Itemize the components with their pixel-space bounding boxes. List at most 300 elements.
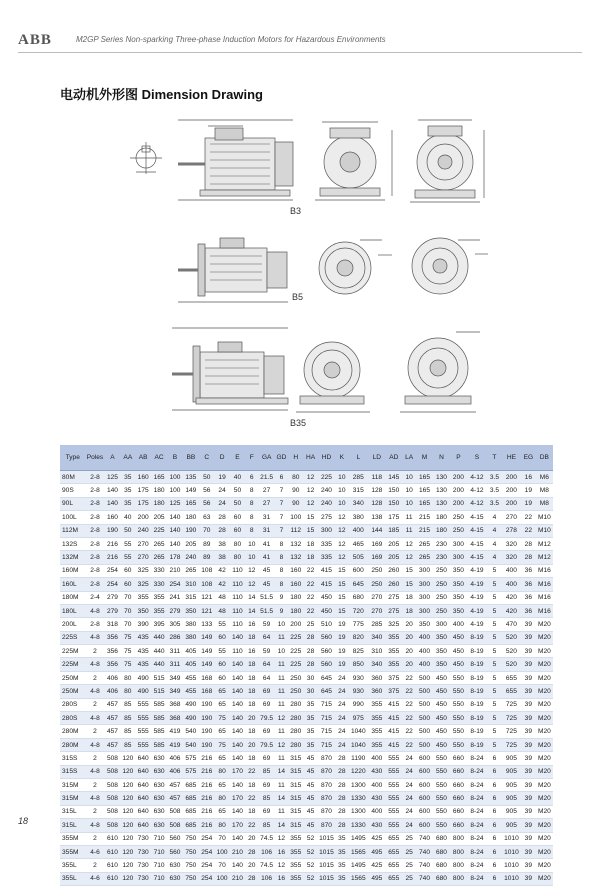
table-cell: 710	[151, 872, 167, 885]
table-cell: 8-19	[467, 712, 487, 725]
column-header: K	[335, 445, 348, 471]
table-cell: 8-19	[467, 698, 487, 711]
table-cell: 250	[288, 671, 304, 684]
table-cell: 215	[416, 511, 433, 524]
table-cell: 18	[402, 604, 416, 617]
table-cell: 216	[105, 537, 121, 550]
table-cell: M20	[536, 819, 553, 832]
table-cell: 4-19	[467, 604, 487, 617]
table-cell: 8-19	[467, 658, 487, 671]
table-cell: 12	[335, 524, 348, 537]
table-cell: 75	[120, 645, 135, 658]
table-cell: 435	[135, 645, 151, 658]
table-cell: M20	[536, 765, 553, 778]
table-cell: 205	[385, 537, 402, 550]
table-cell: 200	[502, 471, 521, 484]
table-cell: 24	[335, 698, 348, 711]
table-cell: 655	[502, 671, 521, 684]
table-cell: 28	[304, 631, 318, 644]
table-cell: 24	[335, 712, 348, 725]
table-row	[60, 564, 553, 577]
table-cell: 270	[368, 604, 385, 617]
table-cell: 320	[502, 537, 521, 550]
table-cell: 500	[416, 712, 433, 725]
table-cell: 180	[183, 511, 199, 524]
table-cell: 1040	[348, 738, 368, 751]
table-cell: 132M	[60, 551, 85, 564]
table-cell: M16	[536, 564, 553, 577]
table-cell: 28	[304, 645, 318, 658]
table-cell: 9	[275, 591, 288, 604]
table-cell: 555	[385, 778, 402, 791]
table-cell: 5	[487, 738, 502, 751]
table-cell: 270	[368, 591, 385, 604]
table-cell: 5	[487, 671, 502, 684]
table-cell: 315	[288, 778, 304, 791]
table-cell: 6	[487, 832, 502, 845]
table-cell: 70	[120, 618, 135, 631]
table-cell: 9	[275, 604, 288, 617]
table-cell: 56	[199, 497, 215, 510]
table-cell: 254	[105, 564, 121, 577]
table-cell: 750	[183, 859, 199, 872]
table-cell: 55	[215, 645, 230, 658]
table-cell: 508	[105, 765, 121, 778]
table-cell: 20	[245, 738, 258, 751]
table-body	[60, 471, 553, 886]
table-cell: 10	[245, 551, 258, 564]
table-cell: 106	[258, 845, 275, 858]
table-cell: 310	[368, 645, 385, 658]
table-row	[60, 778, 553, 791]
table-row	[60, 698, 553, 711]
table-cell: 75	[215, 712, 230, 725]
table-cell: 380	[348, 511, 368, 524]
table-cell: 640	[135, 752, 151, 765]
table-cell: 720	[348, 604, 368, 617]
table-cell: 18	[402, 591, 416, 604]
table-cell: 340	[368, 658, 385, 671]
table-cell: 75	[120, 631, 135, 644]
table-cell: 355	[368, 712, 385, 725]
column-header: Type	[60, 445, 85, 471]
table-cell: 600	[348, 564, 368, 577]
table-cell: 35	[304, 698, 318, 711]
table-cell: 39	[521, 819, 536, 832]
table-cell: 4-12	[467, 471, 487, 484]
table-cell: 21.5	[258, 471, 275, 484]
table-cell: 160	[135, 471, 151, 484]
table-cell: 108	[199, 564, 215, 577]
table-cell: 250	[433, 578, 450, 591]
table-cell: 65	[215, 778, 230, 791]
table-cell: 550	[433, 765, 450, 778]
table-cell: 905	[502, 805, 521, 818]
table-row	[60, 738, 553, 751]
table-cell: 1495	[348, 832, 368, 845]
b3-side-view	[178, 120, 293, 200]
table-cell: 28	[335, 792, 348, 805]
table-cell: 406	[105, 685, 121, 698]
table-cell: 315M	[60, 792, 85, 805]
table-cell: 7	[275, 524, 288, 537]
table-cell: 2	[85, 778, 104, 791]
table-cell: 8-19	[467, 671, 487, 684]
table-cell: 39	[521, 832, 536, 845]
table-cell: 2-8	[85, 537, 104, 550]
table-cell: 11	[275, 752, 288, 765]
table-cell: 250M	[60, 671, 85, 684]
table-cell: 230	[433, 551, 450, 564]
table-cell: 8	[245, 484, 258, 497]
table-cell: 15	[402, 564, 416, 577]
table-cell: 138	[368, 511, 385, 524]
table-cell: 190	[183, 524, 199, 537]
table-row	[60, 658, 553, 671]
table-cell: 24	[402, 819, 416, 832]
table-cell: 15	[335, 591, 348, 604]
table-row	[60, 524, 553, 537]
table-cell: 2	[85, 752, 104, 765]
table-cell: 16	[521, 471, 536, 484]
table-row	[60, 712, 553, 725]
table-cell: 419	[167, 738, 183, 751]
table-cell: 18	[245, 658, 258, 671]
table-cell: 1010	[502, 832, 521, 845]
table-cell: 45	[258, 578, 275, 591]
table-cell: 415	[385, 698, 402, 711]
table-cell: 80	[230, 551, 246, 564]
table-cell: 14	[275, 765, 288, 778]
table-cell: 440	[151, 631, 167, 644]
table-cell: 725	[502, 712, 521, 725]
table-cell: M12	[536, 551, 553, 564]
table-cell: 12	[275, 832, 288, 845]
table-cell: 508	[105, 792, 121, 805]
table-cell: 31	[258, 511, 275, 524]
table-cell: 419	[167, 725, 183, 738]
table-cell: 457	[105, 698, 121, 711]
table-cell: 415	[317, 564, 335, 577]
table-cell: 550	[433, 819, 450, 832]
table-cell: 19	[521, 484, 536, 497]
table-cell: 5	[487, 685, 502, 698]
table-cell: 280S	[60, 698, 85, 711]
table-cell: M20	[536, 712, 553, 725]
table-cell: 630	[151, 792, 167, 805]
table-cell: 39	[521, 778, 536, 791]
table-cell: 120	[120, 832, 135, 845]
table-cell: 730	[135, 845, 151, 858]
table-cell: 555	[135, 738, 151, 751]
table-cell: 190	[199, 698, 215, 711]
table-cell: 730	[135, 872, 151, 885]
table-cell: 24	[335, 738, 348, 751]
table-cell: 550	[433, 778, 450, 791]
table-cell: 260	[385, 578, 402, 591]
table-cell: 110	[230, 591, 246, 604]
column-header: C	[199, 445, 215, 471]
table-cell: 55	[120, 537, 135, 550]
table-cell: 930	[348, 671, 368, 684]
table-cell: 19	[335, 645, 348, 658]
table-cell: 180L	[60, 604, 85, 617]
table-cell: 560	[317, 645, 335, 658]
table-cell: 50	[199, 471, 215, 484]
table-cell: 355	[385, 645, 402, 658]
column-header: HE	[502, 445, 521, 471]
b3-right-view	[410, 120, 484, 202]
table-cell: 41	[258, 537, 275, 550]
table-cell: 280	[288, 712, 304, 725]
table-cell: 140	[230, 712, 246, 725]
table-cell: 24	[402, 792, 416, 805]
table-cell: 215	[416, 524, 433, 537]
table-cell: 8	[275, 564, 288, 577]
table-cell: 1300	[348, 778, 368, 791]
table-cell: 330	[151, 578, 167, 591]
table-cell: 250	[433, 604, 450, 617]
table-cell: 170	[230, 792, 246, 805]
table-cell: 210	[230, 845, 246, 858]
table-cell: 311	[167, 658, 183, 671]
table-cell: 610	[105, 872, 121, 885]
table-row	[60, 631, 553, 644]
column-header: AD	[385, 445, 402, 471]
table-cell: 132	[288, 537, 304, 550]
table-cell: 42	[215, 578, 230, 591]
table-cell: M8	[536, 497, 553, 510]
table-cell: 185	[385, 524, 402, 537]
table-cell: 585	[151, 738, 167, 751]
table-cell: M20	[536, 792, 553, 805]
table-cell: 128	[368, 484, 385, 497]
table-cell: 140	[230, 738, 246, 751]
table-row	[60, 725, 553, 738]
table-cell: 265	[151, 551, 167, 564]
table-cell: 12	[335, 537, 348, 550]
table-cell: 125	[167, 497, 183, 510]
table-cell: 45	[304, 778, 318, 791]
table-cell: 22	[402, 685, 416, 698]
table-cell: 600	[416, 765, 433, 778]
table-cell: 2-8	[85, 511, 104, 524]
table-cell: 79.5	[258, 712, 275, 725]
table-cell: 160M	[60, 564, 85, 577]
table-cell: 315	[288, 805, 304, 818]
column-header: L	[348, 445, 368, 471]
table-cell: 19	[335, 658, 348, 671]
table-cell: 60	[215, 658, 230, 671]
table-cell: M20	[536, 872, 553, 885]
table-cell: 25	[402, 859, 416, 872]
table-cell: 415	[317, 578, 335, 591]
table-cell: 450	[433, 685, 450, 698]
table-cell: 515	[151, 685, 167, 698]
column-header: M	[416, 445, 433, 471]
table-cell: 200	[450, 484, 467, 497]
table-cell: 490	[183, 698, 199, 711]
table-cell: 200	[450, 497, 467, 510]
table-cell: 8-19	[467, 685, 487, 698]
table-cell: 505	[348, 551, 368, 564]
table-cell: 70	[120, 604, 135, 617]
table-cell: 19	[335, 618, 348, 631]
table-cell: 10	[402, 484, 416, 497]
table-cell: 375	[385, 671, 402, 684]
table-cell: 455	[183, 685, 199, 698]
table-cell: 140	[230, 805, 246, 818]
table-cell: M16	[536, 578, 553, 591]
table-cell: 10	[335, 471, 348, 484]
table-cell: 106	[258, 872, 275, 885]
table-cell: 600	[416, 778, 433, 791]
table-row	[60, 511, 553, 524]
table-cell: 550	[450, 725, 467, 738]
table-cell: 180	[433, 511, 450, 524]
table-cell: 710	[151, 832, 167, 845]
table-cell: 59	[258, 618, 275, 631]
table-cell: 205	[151, 511, 167, 524]
table-cell: 130	[433, 484, 450, 497]
table-cell: 22	[245, 765, 258, 778]
table-cell: 39	[521, 712, 536, 725]
table-cell: M20	[536, 658, 553, 671]
table-cell: 660	[450, 778, 467, 791]
table-cell: 495	[368, 872, 385, 885]
table-cell: 320	[502, 551, 521, 564]
table-cell: 645	[317, 685, 335, 698]
table-cell: 118	[368, 471, 385, 484]
table-cell: 2-8	[85, 524, 104, 537]
table-cell: 415	[385, 738, 402, 751]
table-cell: 315S	[60, 765, 85, 778]
table-cell: 39	[521, 698, 536, 711]
table-cell: 630	[151, 752, 167, 765]
table-cell: 2	[85, 832, 104, 845]
drawings-svg	[60, 100, 550, 430]
table-cell: 265	[416, 537, 433, 550]
table-cell: 140	[167, 524, 183, 537]
column-header: S	[467, 445, 487, 471]
table-cell: 100	[288, 511, 304, 524]
table-cell: 112M	[60, 524, 85, 537]
table-cell: 390	[135, 618, 151, 631]
table-cell: 65	[215, 752, 230, 765]
table-cell: 24	[402, 765, 416, 778]
table-cell: 660	[450, 765, 467, 778]
table-cell: 39	[521, 792, 536, 805]
table-cell: 660	[450, 792, 467, 805]
table-row	[60, 591, 553, 604]
table-cell: 550	[433, 792, 450, 805]
table-cell: 140	[230, 725, 246, 738]
table-cell: 325	[135, 564, 151, 577]
table-cell: 8-19	[467, 645, 487, 658]
table-cell: 39	[521, 725, 536, 738]
table-cell: 35	[304, 725, 318, 738]
table-cell: 16	[245, 645, 258, 658]
table-cell: 60	[230, 524, 246, 537]
table-cell: 457	[167, 778, 183, 791]
table-cell: 8-24	[467, 792, 487, 805]
column-header: D	[215, 445, 230, 471]
table-cell: 216	[105, 551, 121, 564]
header-text: M2GP Series Non-sparking Three-phase Induction Motors for Hazardous Environments	[76, 35, 386, 44]
table-cell: 280S	[60, 712, 85, 725]
table-row	[60, 537, 553, 550]
table-cell: 144	[368, 524, 385, 537]
table-cell: 355	[385, 658, 402, 671]
table-cell: 12	[304, 497, 318, 510]
table-cell: 28	[335, 752, 348, 765]
table-cell: 278	[502, 524, 521, 537]
table-cell: 140	[230, 658, 246, 671]
table-cell: 2	[85, 725, 104, 738]
table-cell: 8-24	[467, 752, 487, 765]
table-cell: 250	[368, 564, 385, 577]
table-cell: 490	[183, 712, 199, 725]
table-cell: 685	[183, 805, 199, 818]
table-cell: 22	[521, 524, 536, 537]
table-cell: 18	[245, 698, 258, 711]
table-cell: 254	[105, 578, 121, 591]
table-cell: 120	[120, 792, 135, 805]
table-cell: 870	[317, 792, 335, 805]
table-cell: 14	[245, 591, 258, 604]
table-cell: 225	[317, 471, 335, 484]
table-cell: 11	[275, 685, 288, 698]
table-cell: 39	[521, 671, 536, 684]
table-cell: 490	[135, 685, 151, 698]
table-cell: 870	[317, 752, 335, 765]
table-cell: 315	[348, 484, 368, 497]
table-cell: 11	[402, 511, 416, 524]
table-cell: 300	[450, 537, 467, 550]
table-cell: 440	[151, 645, 167, 658]
table-cell: 350	[183, 604, 199, 617]
table-cell: 655	[385, 872, 402, 885]
table-cell: 22	[245, 792, 258, 805]
table-cell: 585	[151, 712, 167, 725]
table-cell: 1330	[348, 819, 368, 832]
table-cell: M20	[536, 698, 553, 711]
table-row	[60, 872, 553, 885]
table-cell: 450	[433, 725, 450, 738]
table-cell: 300	[416, 564, 433, 577]
table-cell: 8-24	[467, 819, 487, 832]
table-cell: 415	[385, 712, 402, 725]
table-cell: 38	[215, 551, 230, 564]
table-cell: 121	[199, 604, 215, 617]
table-cell: 216	[199, 819, 215, 832]
table-cell: 870	[317, 765, 335, 778]
table-cell: 69	[258, 752, 275, 765]
table-cell: 254	[199, 832, 215, 845]
table-cell: 36	[521, 564, 536, 577]
table-cell: 1495	[348, 859, 368, 872]
table-cell: 356	[105, 658, 121, 671]
table-cell: 325	[135, 578, 151, 591]
table-cell: 335	[317, 537, 335, 550]
table-cell: 100	[167, 471, 183, 484]
view-label-b3: B3	[290, 206, 302, 216]
table-row	[60, 671, 553, 684]
table-cell: 149	[199, 631, 215, 644]
table-cell: 22	[245, 819, 258, 832]
table-cell: 355	[288, 832, 304, 845]
table-cell: 450	[450, 645, 467, 658]
